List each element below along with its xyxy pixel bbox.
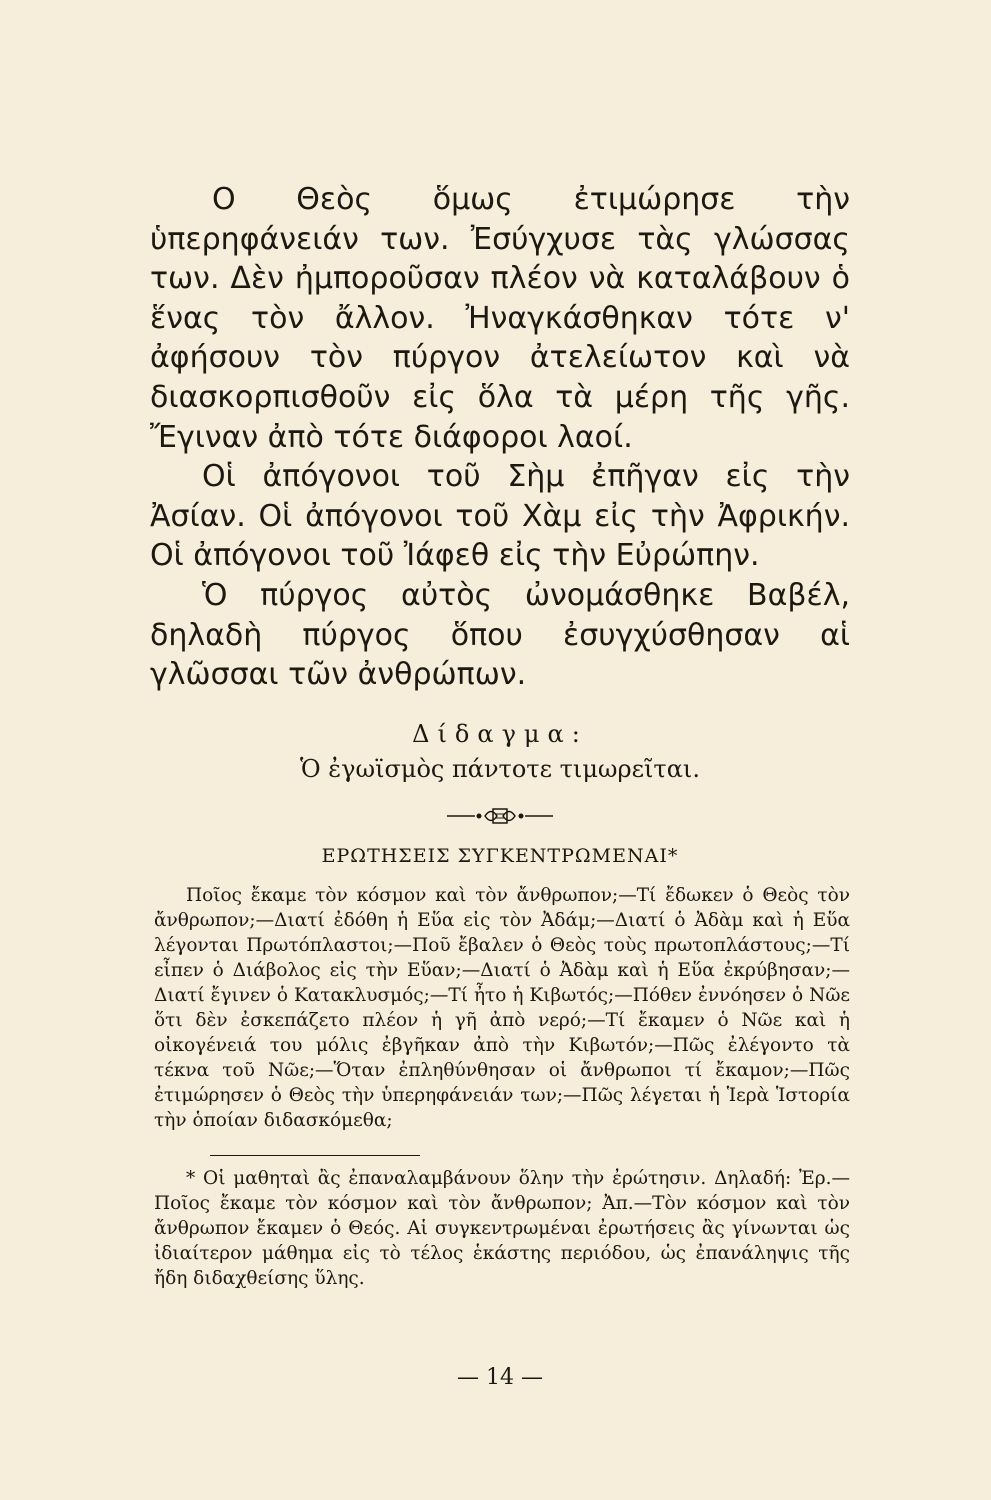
paragraph: Οἱ ἀπόγονοι τοῦ Σὴμ ἐπῆγαν εἰς τὴν Ἀσίαν. Οἱ ἀπόγονοι τοῦ Χὰμ εἰς τὴν Ἀφρικήν. Οἱ ἀπόγονοι τοῦ Ἰάφεθ εἰς τὴν Εὐρώπην. (150, 459, 850, 574)
main-text (150, 180, 850, 695)
footnote-divider (210, 1155, 420, 1156)
moral-heading: Δίδαγμα: (412, 719, 588, 748)
questions-title: ΕΡΩΤΗΣΕΙΣ ΣΥΓΚΕΝΤΡΩΜΕΝΑΙ* (321, 844, 679, 867)
page-number: — 14 — (457, 1365, 543, 1390)
paragraph: Ο Θεὸς ὅμως ἐτιμώρησε τὴν ὑπερηφάνειάν των. Ἐσύγχυσε τὰς γλώσσας των. Δὲν ἠμποροῦσαν πλέον νὰ καταλάβουν ὁ ἕνας τὸν ἄλλον. Ἠναγκάσθηκαν τότε ν' ἀφήσουν τὸν πύργον ἀτελείωτον καὶ νὰ διασκορπισθοῦν εἰς ὅλα τὰ μέρη τῆς γῆς. Ἔγιναν ἀπὸ τότε διάφοροι λαοί. (150, 182, 850, 455)
ornament-divider-icon (150, 805, 850, 827)
footnote: * Οἱ μαθηταὶ ἂς ἐπαναλαμβάνουν ὅλην τὴν ἐρώτησιν. Δηλαδή: Ἐρ.—Ποῖος ἔκαμε τὸν κόσμον καὶ τὸν ἄνθρωπον; Ἀπ.—Τὸν κόσμον καὶ τὸν ἄνθρωπον ἔκαμεν ὁ Θεός. Αἱ συγκεντρωμέναι ἐρωτήσεις ἂς γίνωνται ὡς ἰδιαίτερον μάθημα εἰς τὸ τέλος ἑκάστης περιόδου, ὡς ἐπανάληψις τῆς ἤδη διδαχθείσης ὕλης. (154, 1167, 850, 1289)
questions-text: Ποῖος ἔκαμε τὸν κόσμον καὶ τὸν ἄνθρωπον;—Τί ἔδωκεν ὁ Θεὸς τὸν ἄνθρωπον;—Διατί ἐδόθη ἡ Εὕα εἰς τὸν Ἀδάμ;—Διατί ὁ Ἀδὰμ καὶ ἡ Εὕα λέγονται Πρωτόπλαστοι;—Ποῦ ἔβαλεν ὁ Θεὸς τοὺς πρωτοπλάστους;—Τί εἶπεν ὁ Διάβολος εἰς τὴν Εὕαν;—Διατί ὁ Ἀδὰμ καὶ ἡ Εὕα ἐκρύβησαν;—Διατί ἔγινεν ὁ Κατακλυσμός;—Τί ἦτο ἡ Κιβωτός;—Πόθεν ἐννόησεν ὁ Νῶε ὅτι δὲν ἐσκεπάζετο πλέον ἡ γῆ ἀπὸ νερό;—Τί ἔκαμεν ὁ Νῶε καὶ ἡ οἰκογένειά του μόλις ἐβγῆκαν ἀπὸ τὴν Κιβωτόν;—Πῶς ἐλέγοντο τὰ τέκνα τοῦ Νῶε;—Ὅταν ἐπληθύνθησαν οἱ ἄνθρωποι τί ἔκαμον;—Πῶς ἐτιμώρησεν ὁ Θεὸς τὴν ὑπερηφάνειάν των;—Πῶς λέγεται ἡ Ἱερὰ Ἱστορία τὴν ὁποίαν διδασκόμεθα; (154, 884, 850, 1131)
book-page (150, 180, 850, 1410)
moral-text: Ὁ ἐγωϊσμὸς πάντοτε τιμωρεῖται. (300, 754, 700, 783)
paragraph: Ὁ πύργος αὐτὸς ὠνομάσθηκε Βαβέλ, δηλαδὴ πύργος ὅπου ἐσυγχύσθησαν αἱ γλῶσσαι τῶν ἀνθρώπων. (150, 577, 850, 693)
